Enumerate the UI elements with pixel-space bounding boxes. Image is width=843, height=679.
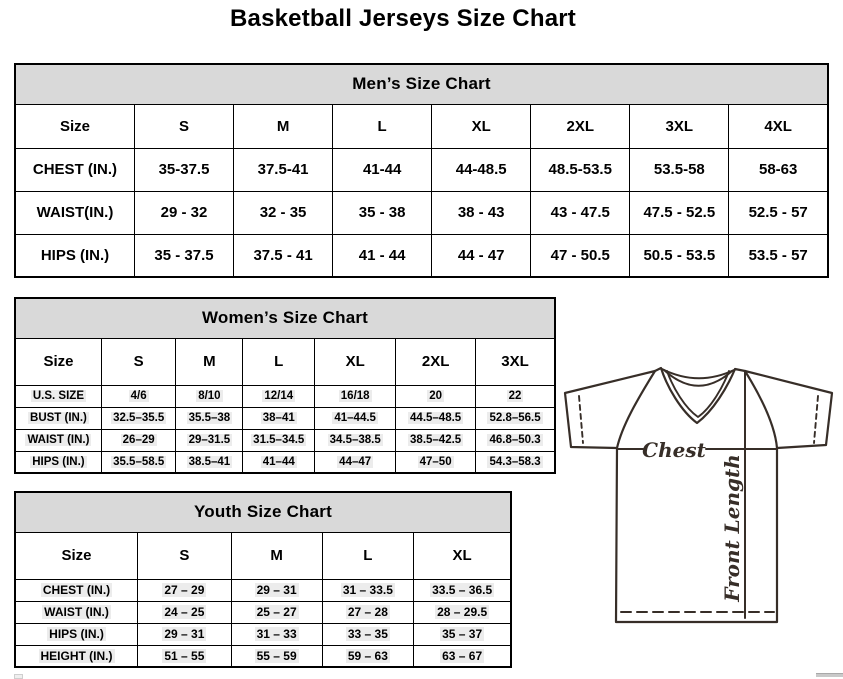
column-header: 3XL [476,338,555,385]
size-value-cell: 29 – 31 [231,579,322,601]
right-seam-line [745,371,777,448]
left-seam-line [617,371,655,448]
column-header: L [243,338,315,385]
youth-size-table [14,491,512,668]
chest-label: Chest [642,438,706,462]
column-header: S [101,338,176,385]
size-value-cell: 27 – 29 [138,579,232,601]
size-value-cell: 41–44.5 [315,407,396,429]
size-value-cell: 58-63 [729,148,828,191]
size-value-cell: 35.5–38 [176,407,243,429]
table-row [15,429,555,451]
column-header: Size [15,532,138,579]
table-row [15,407,555,429]
size-value-cell: 4/6 [101,385,176,407]
size-value-cell: 33.5 – 36.5 [414,579,511,601]
size-value-cell: 35.5–58.5 [101,451,176,473]
size-value-cell: 25 – 27 [231,601,322,623]
size-value-cell: 59 – 63 [322,645,414,667]
size-value-cell: 35 - 38 [333,191,432,234]
column-header: L [322,532,414,579]
table-row [15,579,511,601]
table-row [15,148,828,191]
column-header: M [176,338,243,385]
size-value-cell: 29 – 31 [138,623,232,645]
mens-size-table [14,63,829,278]
table-title-row [15,298,555,338]
size-value-cell: 31 – 33 [231,623,322,645]
size-value-cell: 32.5–35.5 [101,407,176,429]
size-value-cell: 24 – 25 [138,601,232,623]
size-value-cell: 48.5-53.5 [531,148,630,191]
row-label: HIPS (IN.) [15,623,138,645]
womens-size-table [14,297,556,474]
row-label: WAIST(IN.) [15,191,134,234]
size-value-cell: 29 - 32 [134,191,233,234]
table-row [15,385,555,407]
column-header-row [15,532,511,579]
size-value-cell: 8/10 [176,385,243,407]
row-label: BUST (IN.) [15,407,101,429]
column-header: 2XL [396,338,476,385]
page-title: Basketball Jerseys Size Chart [230,5,576,32]
size-value-cell: 41–44 [243,451,315,473]
size-value-cell: 41 - 44 [333,234,432,277]
row-label: CHEST (IN.) [15,579,138,601]
size-value-cell: 47 - 50.5 [531,234,630,277]
corner-artifact-right [816,673,843,677]
size-value-cell: 41-44 [333,148,432,191]
size-value-cell: 16/18 [315,385,396,407]
table-title: Youth Size Chart [15,492,511,532]
size-value-cell: 22 [476,385,555,407]
size-value-cell: 31.5–34.5 [243,429,315,451]
size-value-cell: 44-48.5 [432,148,531,191]
column-header: Size [15,104,134,148]
table-row [15,451,555,473]
size-value-cell: 38.5–41 [176,451,243,473]
size-value-cell: 31 – 33.5 [322,579,414,601]
column-header: XL [315,338,396,385]
size-value-cell: 12/14 [243,385,315,407]
size-value-cell: 51 – 55 [138,645,232,667]
size-value-cell: 38 - 43 [432,191,531,234]
column-header: S [134,104,233,148]
column-header: 3XL [630,104,729,148]
row-label: CHEST (IN.) [15,148,134,191]
size-value-cell: 54.3–58.3 [476,451,555,473]
column-header: S [138,532,232,579]
size-value-cell: 63 – 67 [414,645,511,667]
size-value-cell: 38.5–42.5 [396,429,476,451]
size-value-cell: 44.5–48.5 [396,407,476,429]
size-value-cell: 44–47 [315,451,396,473]
table-row [15,645,511,667]
table-row [15,601,511,623]
table-row [15,234,828,277]
size-value-cell: 28 – 29.5 [414,601,511,623]
row-label: U.S. SIZE [15,385,101,407]
size-value-cell: 53.5 - 57 [729,234,828,277]
size-value-cell: 52.8–56.5 [476,407,555,429]
table-row [15,191,828,234]
size-value-cell: 35 - 37.5 [134,234,233,277]
jersey-measurement-diagram [555,360,843,630]
table-title-row [15,492,511,532]
size-value-cell: 43 - 47.5 [531,191,630,234]
size-value-cell: 33 – 35 [322,623,414,645]
size-value-cell: 38–41 [243,407,315,429]
column-header-row [15,338,555,385]
column-header: Size [15,338,101,385]
size-value-cell: 47.5 - 52.5 [630,191,729,234]
size-value-cell: 27 – 28 [322,601,414,623]
column-header: 4XL [729,104,828,148]
size-value-cell: 46.8–50.3 [476,429,555,451]
size-value-cell: 53.5-58 [630,148,729,191]
size-value-cell: 35-37.5 [134,148,233,191]
size-value-cell: 37.5-41 [234,148,333,191]
size-value-cell: 26–29 [101,429,176,451]
size-value-cell: 52.5 - 57 [729,191,828,234]
size-value-cell: 37.5 - 41 [234,234,333,277]
column-header-row [15,104,828,148]
front-length-label: Front Length [720,454,744,602]
table-row [15,623,511,645]
size-value-cell: 29–31.5 [176,429,243,451]
jersey-outline [565,368,832,622]
size-value-cell: 35 – 37 [414,623,511,645]
row-label: HEIGHT (IN.) [15,645,138,667]
size-value-cell: 20 [396,385,476,407]
row-label: WAIST (IN.) [15,429,101,451]
size-value-cell: 50.5 - 53.5 [630,234,729,277]
column-header: XL [414,532,511,579]
right-cuff-dashed-line [814,396,818,443]
size-value-cell: 47–50 [396,451,476,473]
column-header: L [333,104,432,148]
corner-artifact-left [14,674,23,679]
left-cuff-dashed-line [579,396,583,443]
table-title: Men’s Size Chart [15,64,828,104]
row-label: HIPS (IN.) [15,234,134,277]
column-header: M [234,104,333,148]
column-header: XL [432,104,531,148]
column-header: 2XL [531,104,630,148]
table-title: Women’s Size Chart [15,298,555,338]
table-title-row [15,64,828,104]
row-label: HIPS (IN.) [15,451,101,473]
size-value-cell: 55 – 59 [231,645,322,667]
row-label: WAIST (IN.) [15,601,138,623]
size-value-cell: 34.5–38.5 [315,429,396,451]
size-value-cell: 32 - 35 [234,191,333,234]
column-header: M [231,532,322,579]
size-value-cell: 44 - 47 [432,234,531,277]
